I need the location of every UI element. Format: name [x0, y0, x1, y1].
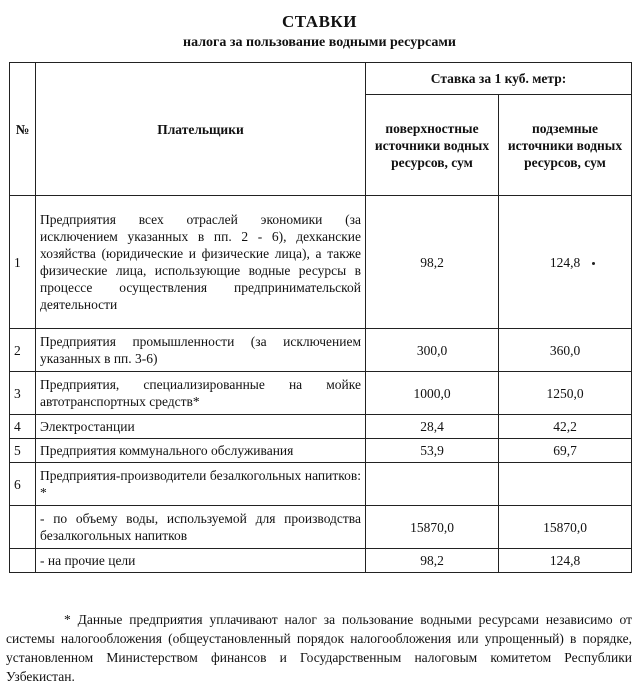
row-underground-rate [499, 463, 632, 506]
row-number: 2 [10, 329, 36, 372]
row-underground-rate: 42,2 [499, 415, 632, 439]
document-title: СТАВКИ [282, 12, 357, 31]
row-number: 3 [10, 372, 36, 415]
row-surface-rate: 53,9 [366, 439, 499, 463]
document-subtitle: налога за пользование водными ресурсами [183, 35, 456, 50]
row-surface-rate: 28,4 [366, 415, 499, 439]
row-number [10, 549, 36, 573]
table-row [10, 463, 632, 506]
row-number: 5 [10, 439, 36, 463]
header-payers: Плательщики [36, 63, 366, 196]
row-number [10, 506, 36, 549]
header-underground-sources: подземные источники водных ресурсов, сум [499, 95, 632, 196]
header-surface-sources: поверхностные источники водных ресурсов, сум [366, 95, 499, 196]
row-number: 6 [10, 463, 36, 506]
header-number: № [10, 63, 36, 196]
row-payer: - на прочие цели [36, 549, 366, 573]
row-payer: Предприятия коммунального обслуживания [36, 439, 366, 463]
row-payer: - по объему воды, используемой для производства безалкогольных напитков [36, 506, 366, 549]
row-underground-rate: 360,0 [499, 329, 632, 372]
table-row [10, 196, 632, 329]
table-row [10, 372, 632, 415]
row-number: 1 [10, 196, 36, 329]
row-surface-rate [366, 463, 499, 506]
row-underground-rate: 124,8 [499, 549, 632, 573]
footnote: * Данные предприятия уплачивают налог за пользование водными ресурсами независимо от системы налогообложения (общеустановленный порядок налогообложения или упрощенный) в порядке, установленном Министерством финансов и Государственным налоговым комитетом Республики Узбекистан. [6, 612, 632, 684]
row-underground-rate: 15870,0 [499, 506, 632, 549]
rates-table [9, 62, 632, 573]
row-underground-rate: 1250,0 [499, 372, 632, 415]
row-underground-rate: 124,8 [499, 196, 632, 329]
table-row [10, 415, 632, 439]
table-row [10, 506, 632, 549]
row-surface-rate: 300,0 [366, 329, 499, 372]
row-surface-rate: 15870,0 [366, 506, 499, 549]
row-surface-rate: 98,2 [366, 196, 499, 329]
header-rate: Ставка за 1 куб. метр: [366, 63, 632, 95]
row-number: 4 [10, 415, 36, 439]
row-payer: Предприятия, специализированные на мойке автотранспортных средств* [36, 372, 366, 415]
row-surface-rate: 98,2 [366, 549, 499, 573]
row-underground-rate: 69,7 [499, 439, 632, 463]
scan-speck [592, 262, 595, 265]
table-row [10, 549, 632, 573]
row-payer: Предприятия промышленности (за исключением указанных в пп. 3-6) [36, 329, 366, 372]
table-row [10, 329, 632, 372]
row-payer: Предприятия-производители безалкогольных напитков: * [36, 463, 366, 506]
row-surface-rate: 1000,0 [366, 372, 499, 415]
table-row [10, 439, 632, 463]
row-payer: Предприятия всех отраслей экономики (за исключением указанных в пп. 2 - 6), дехканские хозяйства (юридические и физические лица), а также физические лица, использующие водные ресурсы в процессе осуществления предпринимательской деятельности [36, 196, 366, 329]
row-payer: Электростанции [36, 415, 366, 439]
